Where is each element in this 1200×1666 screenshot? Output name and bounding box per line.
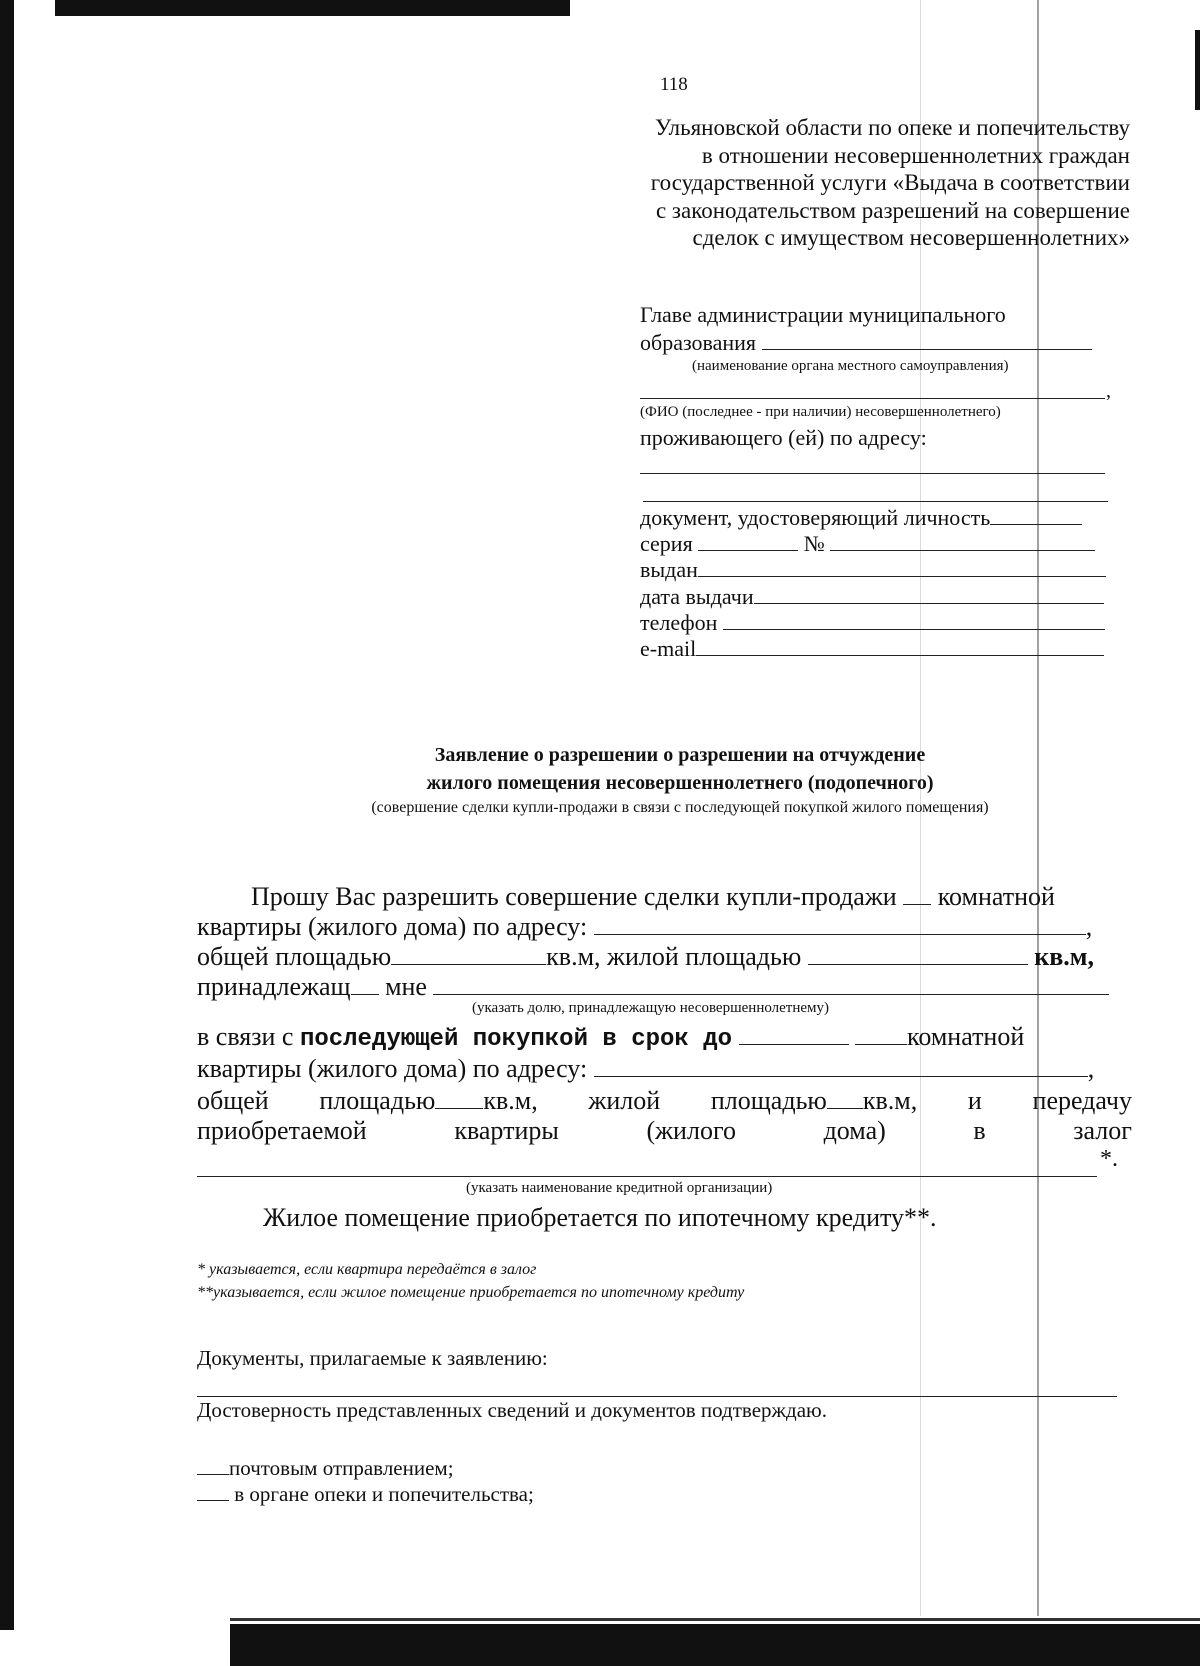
- series-field[interactable]: [698, 532, 798, 551]
- scan-edge-left: [0, 0, 14, 1630]
- deadline-field[interactable]: [739, 1026, 849, 1045]
- phone-row: [640, 610, 1105, 636]
- address-field-2[interactable]: [643, 501, 1108, 502]
- issued-label: выдан: [640, 557, 698, 582]
- body-text: квартиры (жилого дома) по адресу:: [197, 1054, 588, 1083]
- attachments-field[interactable]: [197, 1396, 1117, 1397]
- id-document-label: документ, удостоверяющий личность: [640, 505, 991, 530]
- body-line-3: [197, 942, 1094, 972]
- number-field[interactable]: [830, 532, 1095, 551]
- addressee-line-1: Главе администрации муниципального: [640, 302, 1006, 327]
- body-text: мне: [385, 972, 427, 1001]
- total-area-field[interactable]: [391, 946, 546, 965]
- body-text: комнатной: [907, 1022, 1025, 1051]
- star-end: *.: [1100, 1146, 1118, 1172]
- issue-date-label: дата выдачи: [640, 584, 754, 609]
- body-text: ,: [1087, 1054, 1095, 1083]
- body-word: (жилого: [646, 1116, 736, 1145]
- body-word: в: [973, 1116, 986, 1145]
- new-total-area-field[interactable]: [435, 1090, 483, 1109]
- id-document-row: [640, 505, 1082, 531]
- mortgage-sentence: Жилое помещение приобретается по ипотечному кредиту**.: [263, 1203, 937, 1232]
- body-word: кв.м,: [862, 1086, 918, 1115]
- body-word: кв.м,: [483, 1086, 538, 1115]
- body-text-bold: последующей покупкой в срок до: [299, 1026, 733, 1053]
- body-text: принадлежащ: [197, 972, 351, 1001]
- delivery-option-mail: [197, 1456, 454, 1481]
- body-word: и: [967, 1086, 982, 1115]
- body-word-group: [711, 1086, 917, 1116]
- page-number: 118: [660, 74, 688, 95]
- delivery-option-office: [197, 1482, 534, 1507]
- attachments-label: Документы, прилагаемые к заявлению:: [197, 1346, 548, 1370]
- body-line-1: [251, 882, 1055, 912]
- body-text: общей площадью: [197, 942, 392, 971]
- body-word: дома): [823, 1116, 886, 1145]
- delivery-label: в органе опеки и попечительства;: [234, 1482, 534, 1506]
- address-field-1[interactable]: [640, 473, 1105, 474]
- scan-edge-bottom: [230, 1624, 1200, 1666]
- id-document-field[interactable]: [990, 506, 1082, 525]
- email-field[interactable]: [696, 637, 1104, 656]
- header-block: [600, 114, 1130, 252]
- body-word: передачу: [1032, 1086, 1132, 1115]
- body-text: кв.м, жилой площадью: [546, 942, 802, 971]
- body-text: квартиры (жилого дома) по адресу:: [197, 912, 588, 941]
- body-line-7: [197, 1086, 1132, 1116]
- body-text: кв.м,: [1034, 942, 1094, 971]
- body-word: площадью: [319, 1086, 436, 1115]
- body-word: приобретаемой: [197, 1116, 367, 1145]
- body-word: залог: [1073, 1116, 1132, 1145]
- caption-fio: (ФИО (последнее - при наличии) несовершеннолетнего): [640, 404, 1001, 420]
- header-line: Ульяновской области по опеке и попечительству: [654, 115, 1130, 140]
- delivery-label: почтовым отправлением;: [229, 1456, 454, 1480]
- confirmation-text: Достоверность представленных сведений и документов подтверждаю.: [197, 1398, 827, 1422]
- body-word: площадью: [710, 1086, 827, 1115]
- body-line-8: [197, 1116, 1132, 1146]
- scan-edge-top: [55, 0, 570, 16]
- header-line: государственной услуги «Выдача в соответствии: [650, 170, 1130, 195]
- delivery-office-checkbox[interactable]: [197, 1482, 229, 1501]
- body-line-2: [197, 912, 1092, 942]
- living-area-field[interactable]: [808, 946, 1028, 965]
- series-label: серия: [640, 531, 693, 556]
- document-title-line-2: жилого помещения несовершеннолетнего (подопечного): [426, 772, 934, 794]
- ending-field[interactable]: [351, 976, 379, 995]
- share-field[interactable]: [433, 976, 1109, 995]
- bank-field[interactable]: [197, 1176, 1097, 1177]
- document-subtitle: (совершение сделки купли-продажи в связи с последующей покупкой жилого помещения): [371, 799, 989, 816]
- body-word-group: [319, 1086, 537, 1116]
- body-word: квартиры: [454, 1116, 559, 1145]
- header-line: сделок с имуществом несовершеннолетних»: [692, 225, 1130, 250]
- phone-label: телефон: [640, 610, 718, 635]
- purchase-address-field[interactable]: [594, 1058, 1088, 1077]
- delivery-mail-checkbox[interactable]: [197, 1456, 229, 1475]
- caption-bank: (указать наименование кредитной организации): [466, 1180, 773, 1196]
- body-text: в связи с: [197, 1022, 294, 1051]
- new-rooms-field[interactable]: [855, 1026, 907, 1045]
- body-text: Прошу Вас разрешить совершение сделки купли-продажи: [251, 882, 897, 911]
- footnote-2: **указывается, если жилое помещение приобретается по ипотечному кредиту: [197, 1284, 745, 1301]
- addressee-line-2: [640, 330, 1092, 356]
- body-word: общей: [197, 1086, 269, 1115]
- caption-org: (наименование органа местного самоуправления): [692, 358, 1009, 374]
- document-title-line-1: Заявление о разрешении о разрешении на отчуждение: [434, 744, 926, 766]
- header-line: с законодательством разрешений на совершение: [655, 197, 1130, 223]
- body-text: ,: [1085, 912, 1093, 941]
- rooms-field[interactable]: [903, 886, 931, 905]
- header-line: в отношении несовершеннолетних граждан: [701, 142, 1130, 168]
- body-text: комнатной: [937, 882, 1055, 911]
- issued-field[interactable]: [698, 558, 1106, 577]
- issued-row: [640, 557, 1106, 583]
- body-word: жилой: [588, 1086, 661, 1115]
- body-line-6: [197, 1054, 1094, 1084]
- municipality-field[interactable]: [762, 331, 1092, 350]
- municipality-label: образования: [640, 330, 757, 355]
- caption-share: (указать долю, принадлежащую несовершеннолетнему): [472, 1000, 830, 1016]
- fio-field[interactable]: [640, 398, 1105, 399]
- phone-field[interactable]: [723, 611, 1105, 630]
- body-line-4: [197, 972, 1109, 1002]
- address-label: проживающего (ей) по адресу:: [640, 425, 927, 450]
- email-row: [640, 636, 1104, 662]
- email-label: e-mail: [640, 636, 697, 661]
- number-label: №: [803, 531, 825, 556]
- footnote-1: * указывается, если квартира передаётся в залог: [197, 1261, 537, 1278]
- issue-date-field[interactable]: [754, 585, 1104, 604]
- scan-edge-right: [1195, 30, 1200, 110]
- issue-date-row: [640, 584, 1104, 610]
- new-living-area-field[interactable]: [827, 1090, 863, 1109]
- sale-address-field[interactable]: [594, 916, 1086, 935]
- body-line-5: [197, 1022, 1024, 1053]
- fio-comma: ,: [1106, 380, 1111, 402]
- series-row: [640, 531, 1095, 557]
- scan-line-bottom: [230, 1618, 1200, 1621]
